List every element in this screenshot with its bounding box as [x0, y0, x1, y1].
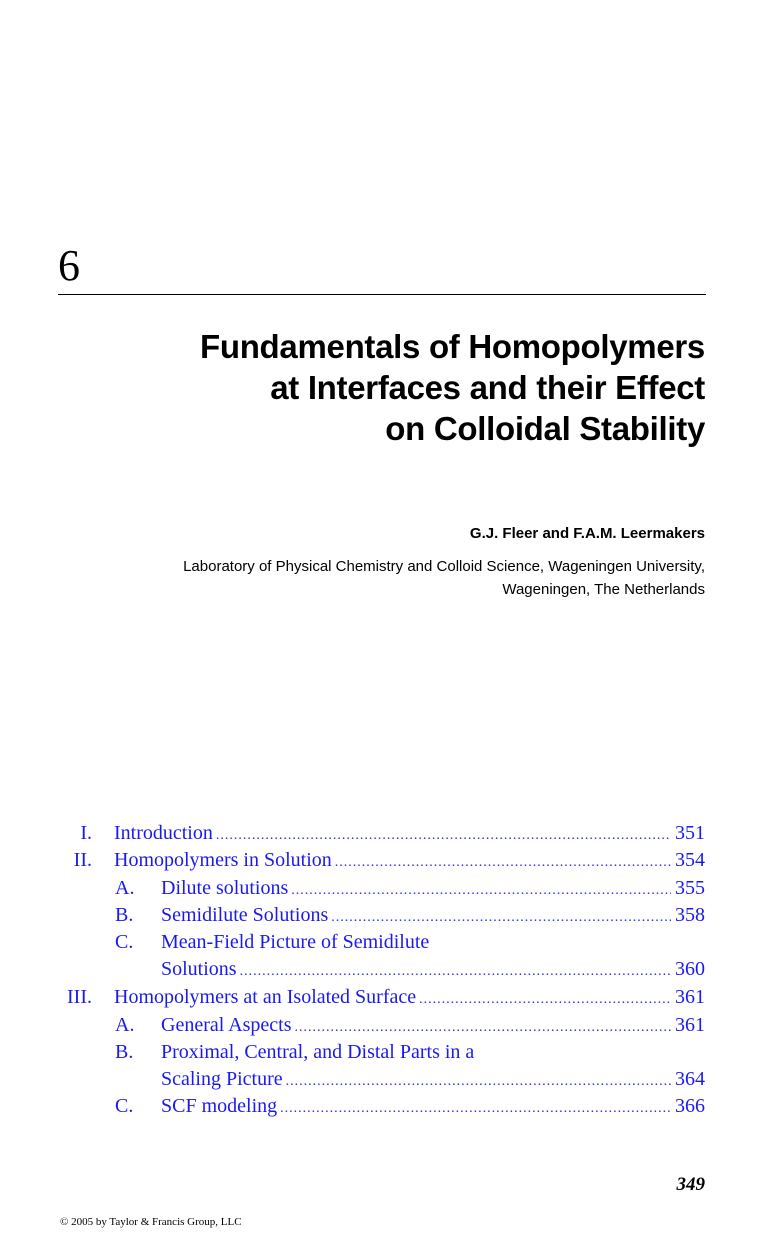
chapter-number: 6	[58, 241, 80, 290]
toc-page[interactable]: 364	[675, 1068, 705, 1090]
toc-page[interactable]: 355	[675, 877, 705, 899]
toc-page[interactable]: 354	[675, 849, 705, 871]
title-line: on Colloidal Stability	[385, 410, 705, 447]
toc-entry-introduction[interactable]	[114, 820, 705, 847]
toc-page[interactable]: 361	[675, 1014, 705, 1036]
toc-page[interactable]: 358	[675, 904, 705, 926]
title-line: Fundamentals of Homopolymers	[199, 328, 705, 365]
toc-entry-homopolymers-in-solution[interactable]	[114, 847, 705, 874]
toc-number: B.	[115, 904, 134, 926]
toc-leader	[335, 849, 671, 874]
toc-entry-dilute-solutions[interactable]	[161, 875, 705, 902]
toc-page[interactable]: 351	[675, 822, 705, 844]
toc-title[interactable]: Introduction	[114, 822, 213, 844]
toc-title[interactable]: Homopolymers in Solution	[114, 849, 332, 871]
toc-page[interactable]: 366	[675, 1095, 705, 1117]
toc-leader	[286, 1068, 671, 1093]
authors: G.J. Fleer and F.A.M. Leermakers	[469, 525, 705, 542]
toc-page[interactable]: 360	[675, 958, 705, 980]
toc-leader	[419, 986, 671, 1011]
toc-leader	[295, 1014, 671, 1039]
page-number: 349	[676, 1174, 705, 1195]
toc-leader	[216, 822, 671, 847]
toc-title-line1[interactable]: Mean-Field Picture of Semidilute	[161, 931, 430, 953]
toc-title-line1[interactable]: Proximal, Central, and Distal Parts in a	[161, 1041, 475, 1063]
toc-title[interactable]: Semidilute Solutions	[161, 904, 329, 926]
toc-leader	[291, 877, 671, 902]
toc-title[interactable]: Solutions	[161, 958, 237, 980]
toc-number: A.	[115, 1014, 135, 1036]
toc-title[interactable]: SCF modeling	[161, 1095, 278, 1117]
toc-entry-scaling-picture[interactable]	[161, 1066, 705, 1093]
toc-number: C.	[115, 931, 134, 953]
toc-number: I.	[80, 822, 92, 844]
chapter-rule	[58, 294, 706, 295]
title-line: at Interfaces and their Effect	[270, 369, 705, 406]
toc-number: II.	[73, 849, 92, 871]
toc-page[interactable]: 361	[675, 986, 705, 1008]
chapter-title	[105, 326, 705, 449]
affiliation	[25, 555, 705, 601]
copyright-notice: © 2005 by Taylor & Francis Group, LLC	[60, 1216, 242, 1228]
toc-entry-scf-modeling[interactable]	[161, 1093, 705, 1120]
affiliation-line: Wageningen, The Netherlands	[502, 581, 705, 598]
toc-entry-general-aspects[interactable]	[161, 1012, 705, 1039]
toc-entry-isolated-surface[interactable]	[114, 984, 705, 1011]
toc-number: C.	[115, 1095, 134, 1117]
toc-title[interactable]: Scaling Picture	[161, 1068, 283, 1090]
toc-number: B.	[115, 1041, 134, 1063]
toc-entry-semidilute-solutions[interactable]	[161, 902, 705, 929]
affiliation-line: Laboratory of Physical Chemistry and Colloid Science, Wageningen University,	[183, 558, 705, 575]
toc-title[interactable]: Dilute solutions	[161, 877, 289, 899]
toc-entry-mean-field-picture[interactable]	[161, 956, 705, 983]
toc-title[interactable]: Homopolymers at an Isolated Surface	[114, 986, 417, 1008]
toc-leader	[331, 904, 671, 929]
toc-number: III.	[67, 986, 92, 1008]
toc-leader	[280, 1095, 671, 1120]
toc-number: A.	[115, 877, 135, 899]
toc-title[interactable]: General Aspects	[161, 1014, 292, 1036]
toc-leader	[240, 958, 671, 983]
